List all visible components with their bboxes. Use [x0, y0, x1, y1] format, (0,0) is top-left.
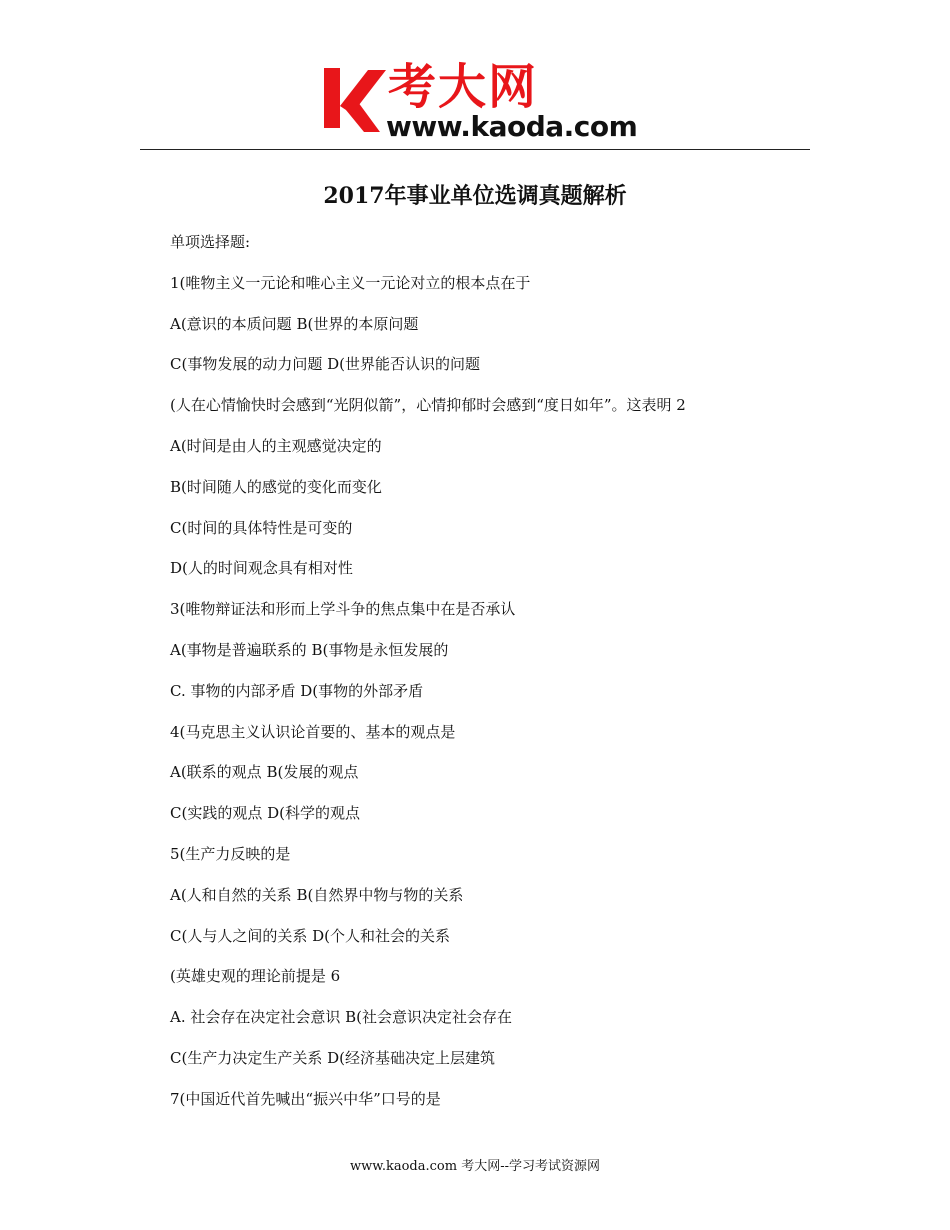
text-line: C(事物发展的动力问题 D(世界能否认识的问题 — [170, 355, 480, 374]
text-line: D(人的时间观念具有相对性 — [170, 559, 353, 578]
text-line: 3(唯物辩证法和形而上学斗争的焦点集中在是否承认 — [170, 600, 516, 619]
logo-chinese-text: 考大网 — [388, 59, 539, 115]
text-line: A(意识的本质问题 B(世界的本原问题 — [170, 314, 419, 333]
text-line: C. 事物的内部矛盾 D(事物的外部矛盾 — [170, 681, 424, 700]
text-line: A(时间是由人的主观感觉决定的 — [170, 436, 382, 455]
text-line: B(时间随人的感觉的变化而变化 — [170, 477, 382, 496]
text-line: (人在心情愉快时会感到“光阴似箭”，心情抑郁时会感到“度日如年”。这表明 2 — [170, 396, 686, 415]
text-line: 1(唯物主义一元论和唯心主义一元论对立的根本点在于 — [170, 273, 531, 292]
text-line: C(生产力决定生产关系 D(经济基础决定上层建筑 — [170, 1048, 495, 1067]
text-line: A. 社会存在决定社会意识 B(社会意识决定社会存在 — [170, 1008, 513, 1027]
header-divider — [140, 149, 810, 150]
text-line: C(时间的具体特性是可变的 — [170, 518, 353, 537]
text-line: (英雄史观的理论前提是 6 — [170, 967, 341, 986]
text-line: A(人和自然的关系 B(自然界中物与物的关系 — [170, 885, 464, 904]
text-line: 7(中国近代首先喊出“振兴中华”口号的是 — [170, 1089, 441, 1108]
text-line: C(人与人之间的关系 D(个人和社会的关系 — [170, 926, 450, 945]
text-line: 4(马克思主义认识论首要的、基本的观点是 — [170, 722, 456, 741]
text-line: A(事物是普遍联系的 B(事物是永恒发展的 — [170, 640, 449, 659]
page-footer: www.kaoda.com 考大网--学习考试资源网 — [350, 1159, 600, 1174]
logo-url-text: www.kaoda.com — [386, 110, 638, 143]
text-line: A(联系的观点 B(发展的观点 — [170, 763, 359, 782]
text-line: C(实践的观点 D(科学的观点 — [170, 804, 360, 823]
kaoda-logo — [322, 59, 642, 143]
document-body — [170, 229, 870, 1127]
text-line: 5(生产力反映的是 — [170, 844, 291, 863]
text-line: 单项选择题: — [170, 233, 251, 251]
document-title: 2017年事业单位选调真题解析 — [323, 183, 627, 209]
